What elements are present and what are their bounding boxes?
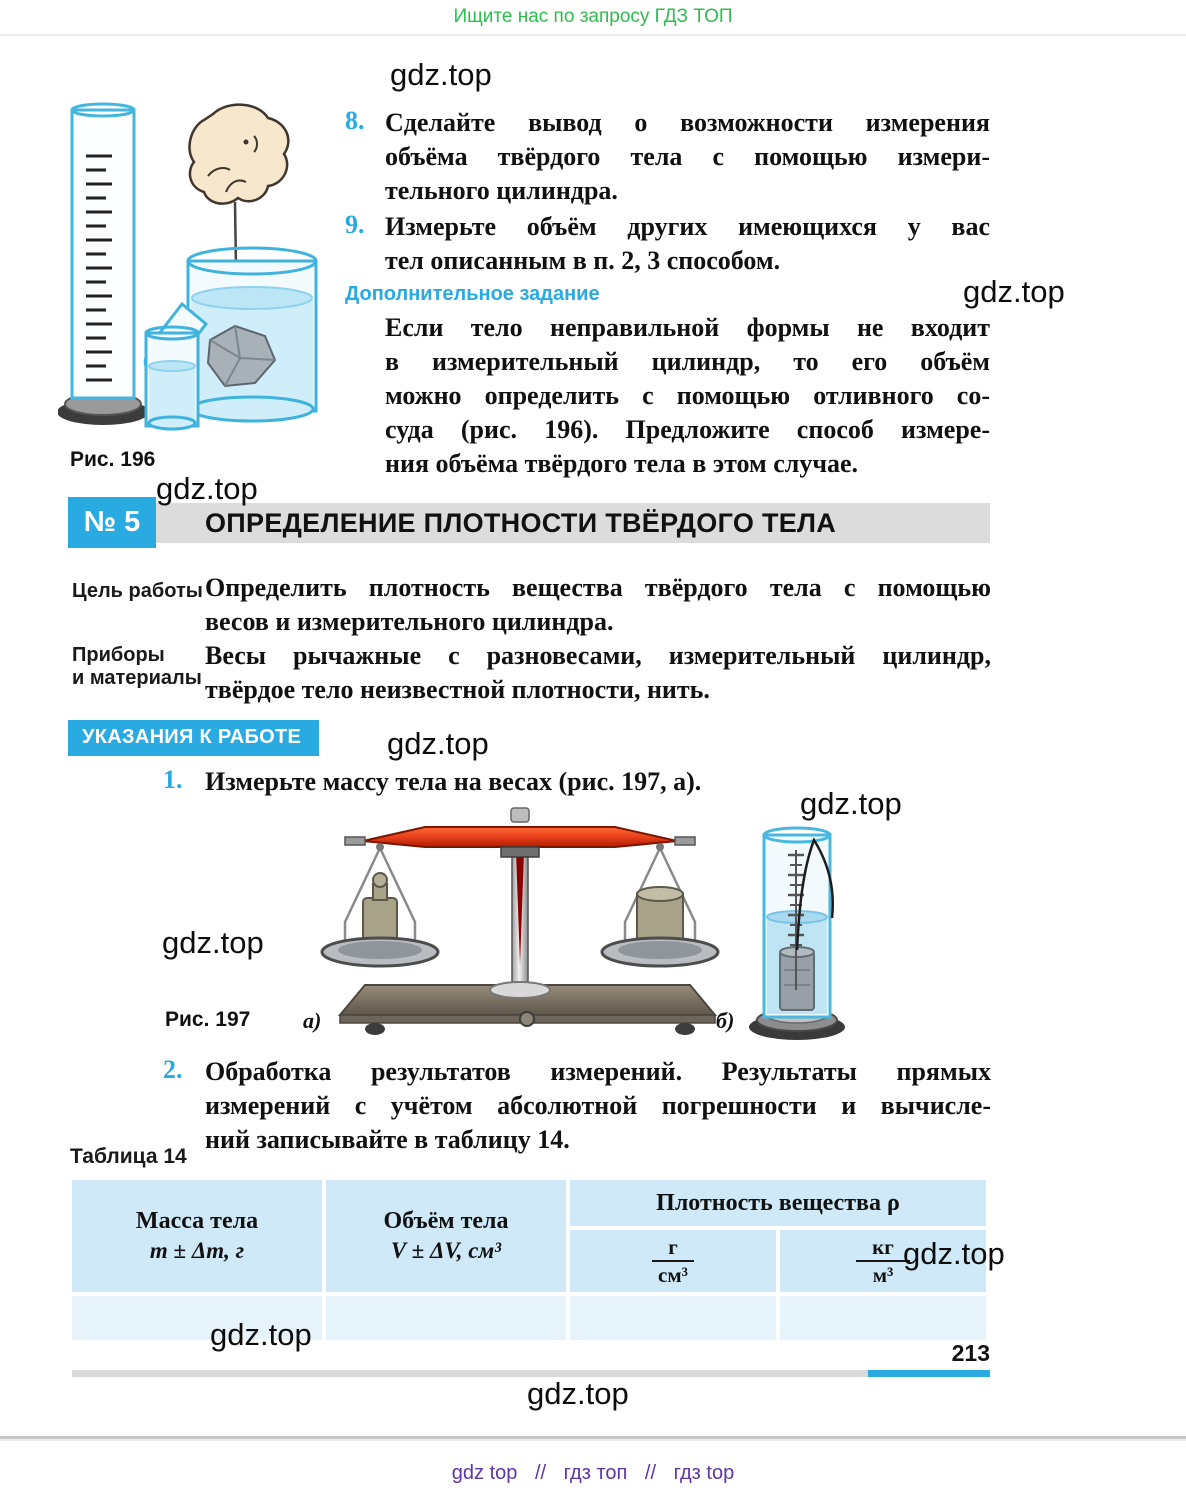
- watermark: gdz.top: [390, 57, 492, 92]
- table-header-unit-g-cm3: $\frac{г}{\text{см³}}$: [570, 1230, 776, 1292]
- table-cell-empty: [570, 1296, 776, 1340]
- extra-task-text: Если тело неправильной формы не входит в измерительный цилиндр, то его объём можно определить с помощью отливного со- суда (рис. 196). Предложите способ измере- ния объёма твёрдого тела в этом случае.: [385, 313, 990, 478]
- equipment-label-line2: и материалы: [72, 667, 202, 689]
- item-8-number: 8.: [345, 106, 365, 135]
- figure-196-illustration: [58, 96, 333, 456]
- top-divider: [0, 34, 1186, 36]
- step-1-number: 1.: [163, 765, 183, 794]
- equipment-label-line1: Приборы: [72, 644, 165, 666]
- watermark: gdz.top: [800, 786, 902, 821]
- table-cell-empty: [780, 1296, 986, 1340]
- balance-pan-left: [322, 843, 438, 966]
- item-9-text: Измерьте объём других имеющихся у вас тел описанным в п. 2, 3 способом.: [385, 212, 990, 275]
- bottom-separator-shadow: [0, 1439, 1186, 1441]
- watermark: gdz.top: [387, 726, 489, 761]
- figure-196-caption: Рис. 196: [70, 448, 156, 471]
- item-8-text: Сделайте вывод о возможности измерения объёма твёрдого тела с помощью измери- тельного цилиндра.: [385, 108, 990, 205]
- footer-link-2[interactable]: гдз топ: [563, 1462, 628, 1484]
- footer-rule-grey: [72, 1370, 868, 1377]
- equipment-text: Весы рычажные с разновесами, измерительный цилиндр, твёрдое тело неизвестной плотности, нить.: [205, 641, 991, 704]
- small-glass-icon: [146, 327, 198, 429]
- step-2-rest: Результаты прямых: [721, 1057, 992, 1086]
- step-2-number: 2.: [163, 1055, 183, 1084]
- watermark: gdz.top: [527, 1376, 629, 1411]
- footer-link-3[interactable]: гдз top: [673, 1462, 735, 1484]
- footer-link-1[interactable]: gdz top: [451, 1462, 518, 1484]
- instructions-banner: УКАЗАНИЯ К РАБОТЕ: [68, 720, 319, 756]
- page-number: 213: [951, 1340, 990, 1366]
- extra-task-label: Дополнительное задание: [345, 283, 600, 305]
- balance-pan-right: [602, 843, 718, 966]
- figure-197b-cylinder-illustration: [742, 820, 857, 1045]
- footer-separator: //: [534, 1462, 547, 1484]
- goal-label: Цель работы: [72, 580, 203, 602]
- table-header-unit-kg-m3: $\frac{кг}{\text{м³}}$: [780, 1230, 986, 1292]
- site-banner-text: Ищите нас по запросу ГДЗ ТОП: [453, 6, 733, 27]
- balance-beam: [345, 827, 695, 857]
- watermark: gdz.top: [903, 1236, 1005, 1271]
- table-label: Таблица 14: [70, 1145, 187, 1168]
- figure-197-label-b: б): [716, 1008, 735, 1033]
- figure-197a-balance-illustration: [305, 800, 735, 1040]
- table-header-volume: Объём тела V ± ΔV, см³: [326, 1180, 566, 1292]
- table-header-mass: Масса тела m ± Δm, г: [72, 1180, 322, 1292]
- figure-197-label-a: а): [303, 1008, 322, 1033]
- watermark: gdz.top: [162, 925, 264, 960]
- table-header-density: Плотность вещества ρ: [570, 1180, 986, 1226]
- lab-number-badge: № 5: [68, 497, 156, 548]
- goal-text: Определить плотность вещества твёрдого тела с помощью весов и измерительного цилиндра.: [205, 573, 991, 636]
- figure-197-caption: Рис. 197: [165, 1008, 251, 1031]
- footer-separator: //: [644, 1462, 657, 1484]
- footer-rule-blue: [868, 1370, 990, 1377]
- watermark: gdz.top: [210, 1317, 312, 1352]
- step-2-lead: Обработка результатов измерений.: [205, 1057, 683, 1086]
- lab-title: ОПРЕДЕЛЕНИЕ ПЛОТНОСТИ ТВЁРДОГО ТЕЛА: [205, 507, 837, 538]
- lab-title-bar: [156, 503, 990, 543]
- step-1-text: Измерьте массу тела на весах (рис. 197, а).: [205, 767, 702, 796]
- watermark: gdz.top: [156, 471, 258, 506]
- item-9-number: 9.: [345, 210, 365, 239]
- step-2-text: Обработка результатов измерений. Результаты прямых измерений с учётом абсолютной погрешности и вычисле- ний записывайте в таблицу 14.: [205, 1057, 992, 1154]
- footer-links: [0, 1462, 1186, 1485]
- watermark: gdz.top: [963, 274, 1065, 309]
- measuring-cylinder-icon: [58, 104, 149, 425]
- hand-icon: [189, 105, 288, 204]
- table-cell-empty: [326, 1296, 566, 1340]
- table-14: [72, 1180, 990, 1340]
